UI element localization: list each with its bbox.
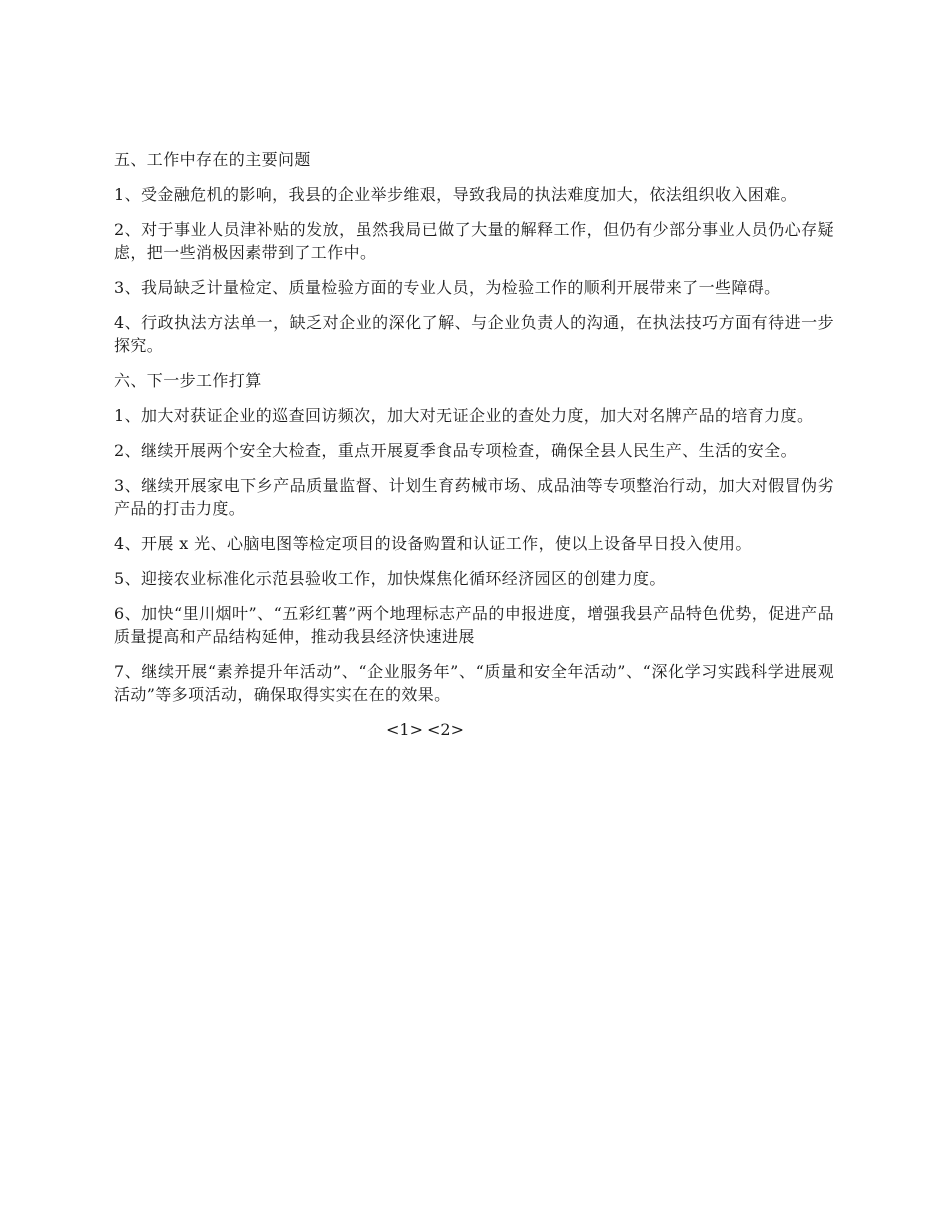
section-heading-next-steps: 六、下一步工作打算 bbox=[114, 371, 262, 390]
plan-item-2: 2、继续开展两个安全大检查，重点开展夏季食品专项检查，确保全县人民生产、生活的安全。 bbox=[114, 441, 797, 460]
document-page bbox=[114, 148, 834, 741]
plan-item-6: 6、加快“里川烟叶”、“五彩红薯”两个地理标志产品的申报进度，增强我县产品特色优势，促进产品质量提高和产品结构延伸，推动我县经济快速进展 bbox=[114, 604, 834, 646]
plan-item-3: 3、继续开展家电下乡产品质量监督、计划生育药械市场、成品油等专项整治行动，加大对假冒伪劣产品的打击力度。 bbox=[114, 476, 834, 518]
plan-item-4: 4、开展 x 光、心脑电图等检定项目的设备购置和认证工作，使以上设备早日投入使用。 bbox=[114, 534, 752, 553]
section-heading-problems: 五、工作中存在的主要问题 bbox=[114, 150, 311, 169]
problem-item-2: 2、对于事业人员津补贴的发放，虽然我局已做了大量的解释工作，但仍有少部分事业人员仍心存疑虑，把一些消极因素带到了工作中。 bbox=[114, 220, 834, 262]
plan-item-7: 7、继续开展“素养提升年活动”、“企业服务年”、“质量和安全年活动”、“深化学习实践科学进展观活动”等多项活动，确保取得实实在在的效果。 bbox=[114, 662, 834, 704]
plan-item-5: 5、迎接农业标准化示范县验收工作，加快煤焦化循环经济园区的创建力度。 bbox=[114, 569, 666, 588]
plan-item-1: 1、加大对获证企业的巡查回访频次，加大对无证企业的查处力度，加大对名牌产品的培育力度。 bbox=[114, 406, 814, 425]
page-link-2[interactable]: <2> bbox=[427, 720, 464, 739]
problem-item-3: 3、我局缺乏计量检定、质量检验方面的专业人员，为检验工作的顺利开展带来了一些障碍。 bbox=[114, 278, 781, 297]
problem-item-1: 1、受金融危机的影响，我县的企业举步维艰，导致我局的执法难度加大，依法组织收入困难。 bbox=[114, 185, 797, 204]
problem-item-4: 4、行政执法方法单一，缺乏对企业的深化了解、与企业负责人的沟通，在执法技巧方面有待进一步探究。 bbox=[114, 313, 834, 355]
pagination bbox=[114, 718, 834, 741]
page-link-1[interactable]: <1> bbox=[386, 720, 423, 739]
